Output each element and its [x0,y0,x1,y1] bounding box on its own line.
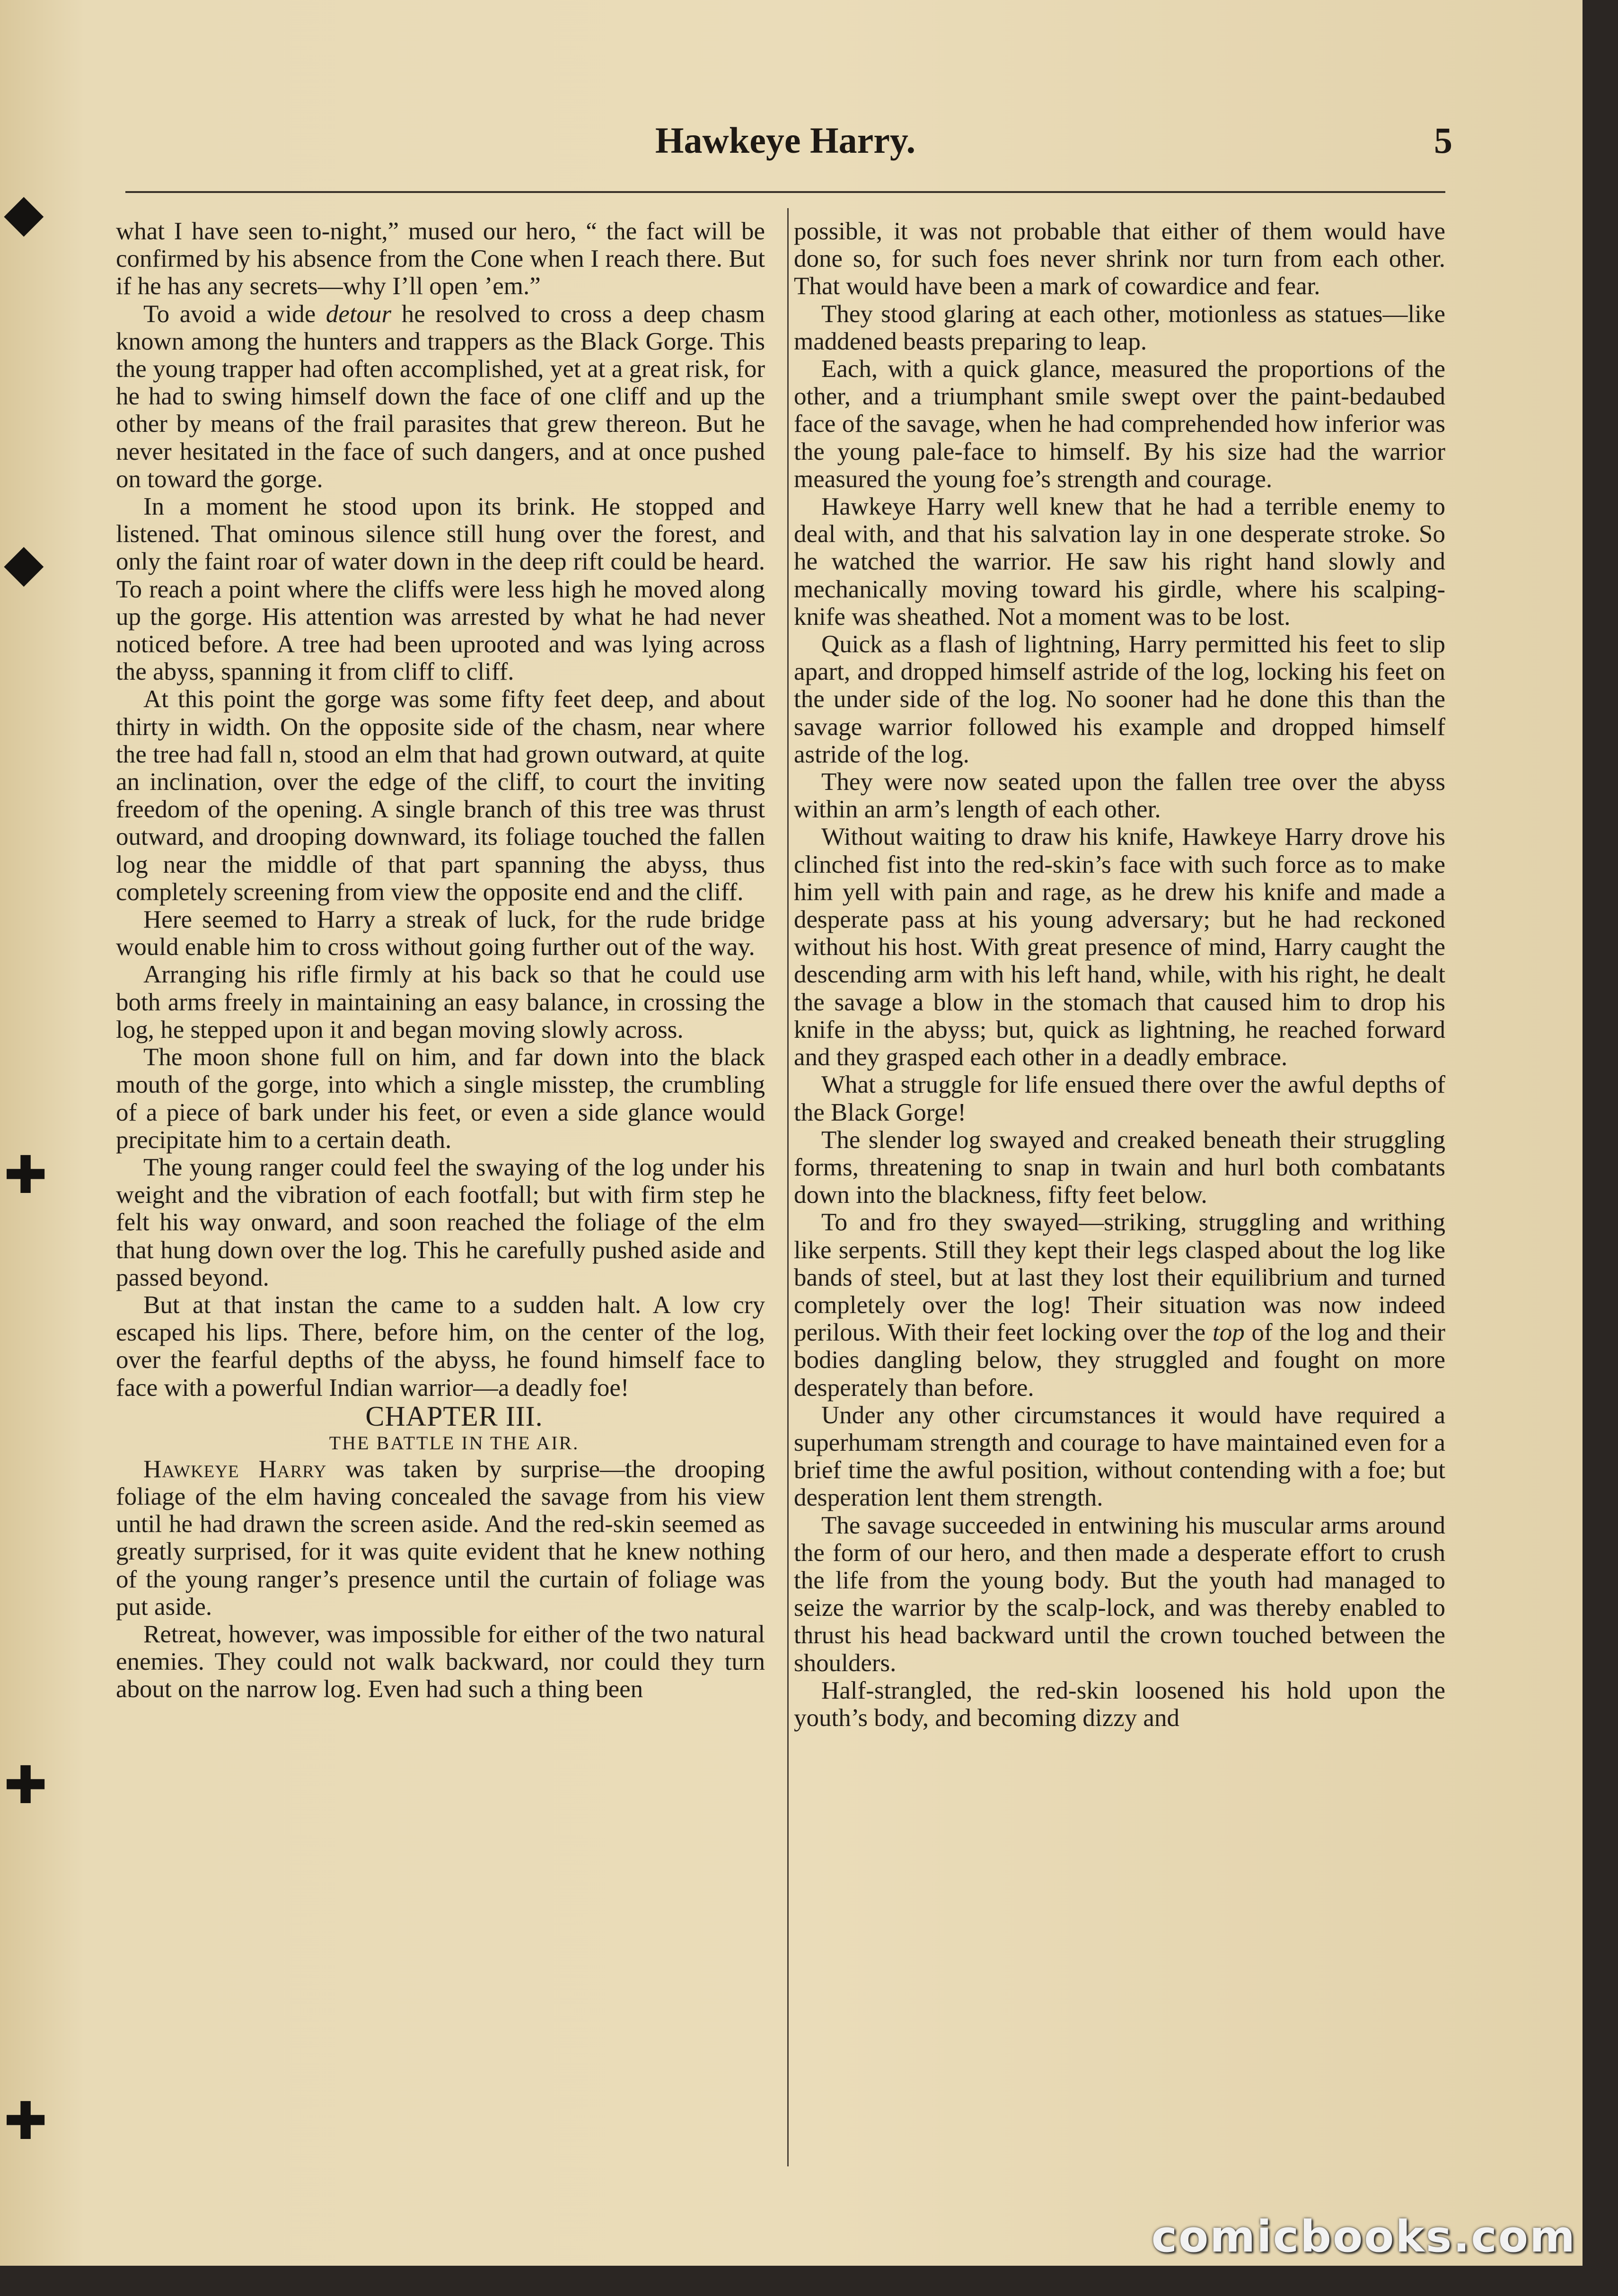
paragraph: possible, it was not probable that either of them would have done so, for such foes never shrink nor turn from each other. That would have been a mark of cowardice and fear. [794,218,1445,300]
watermark: comicbooks.com [1151,2211,1576,2262]
running-title: Hawkeye Harry. [655,120,916,161]
binding-hole-mark: ◆ [4,534,44,592]
chapter-title: CHAPTER III. [365,1400,543,1432]
paragraph: Each, with a quick glance, measured the proportions of the other, and a triumphant smile swept over the paint-bedaubed face of the savage, when he had comprehended how inferior was the young pale-face to himself. By his size had the warrior measured the young foe’s strength and courage. [794,355,1445,493]
paragraph: The moon shone full on him, and far down into the black mouth of the gorge, into which a single misstep, the crumbling of a piece of bark under his feet, or even a side glance would precipitate him to a certain death. [116,1043,765,1154]
paragraph: Hawkeye Harry well knew that he had a terrible enemy to deal with, and that his salvation lay in one desperate stroke. So he watched the warrior. He saw his right hand slowly and mechanically moving toward his girdle, where his scalping-knife was sheathed. Not a moment was to be lost. [794,493,1445,631]
paragraph: To and fro they swayed—striking, struggling and writhing like serpents. Still they kept their legs clasped about the log like bands of steel, but at last they lost their equilibrium and turned completely over the log! Their situation was now indeed perilous. With their feet locking over the top of the log and their bodies dangling below, they struggled and fought on more desperately than before. [794,1209,1445,1402]
paragraph: They were now seated upon the fallen tree over the abyss within an arm’s length of each other. [794,768,1445,824]
right-column [794,218,1445,1732]
paragraph: What a struggle for life ensued there over the awful depths of the Black Gorge! [794,1071,1445,1126]
paragraph: The slender log swayed and creaked beneath their struggling forms, threatening to snap in twain and hurl both combatants down into the blackness, fifty feet below. [794,1126,1445,1209]
page-number: 5 [1434,120,1452,161]
paragraph: At this point the gorge was some fifty feet deep, and about thirty in width. On the opposite side of the chasm, near where the tree had fall n, stood an elm that had grown outward, at quite an inclination, over the edge of the cliff, to court the inviting freedom of the opening. A single branch of this tree was thrust outward, and drooping downward, its foliage touched the fallen log near the middle of that part spanning the abyss, thus completely screening from view the opposite end and the cliff. [116,685,765,906]
paragraph: Without waiting to draw his knife, Hawkeye Harry drove his clinched fist into the red-skin’s face with such force as to make him yell with pain and rage, as he drew his knife and made a desperate pass at his young adversary; but he had reckoned without his host. With great presence of mind, Harry caught the descending arm with his left hand, while, with his right, he dealt the savage a blow in the stomach that caused him to drop his knife in the abyss; but, quick as lightning, he reached forward and they grasped each other in a deadly embrace. [794,823,1445,1071]
binding-hole-mark: ✚ [4,1147,48,1204]
paragraph: In a moment he stood upon its brink. He stopped and listened. That ominous silence still hung over the forest, and only the faint roar of water down in the deep rift could be heard. To reach a point where the cliffs were less high he moved along up the gorge. His attention was arrested by what he had never noticed before. A tree had been uprooted and was lying across the abyss, spanning it from cliff to cliff. [116,493,765,686]
paragraph: Hawkeye Harry was taken by surprise—the drooping foliage of the elm having concealed the savage from his view until he had drawn the screen aside. And the red-skin seemed as greatly surprised, for it was quite evident that he knew nothing of the young ranger’s presence until the curtain of foliage was put aside. [116,1455,765,1621]
paragraph: The savage succeeded in entwining his muscular arms around the form of our hero, and then made a desperate effort to crush the life from the young body. But the youth had managed to seize the warrior by the scalp-lock, and was thereby enabled to thrust his head backward until the crown touched between the shoulders. [794,1511,1445,1677]
chapter-subtitle: THE BATTLE IN THE AIR. [329,1432,580,1454]
paragraph: Retreat, however, was impossible for either of the two natural enemies. They could not walk backward, nor could they turn about on the narrow log. Even had such a thing been [116,1620,765,1703]
paragraph: Quick as a flash of lightning, Harry permitted his feet to slip apart, and dropped himself astride of the log, locking his feet on the under side of the log. No sooner had he done this than the savage warrior followed his example and dropped himself astride of the log. [794,631,1445,768]
paragraph: what I have seen to-night,” mused our hero, “ the fact will be confirmed by his absence from the Cone when I reach there. But if he has any secrets—why I’ll open ’em.” [116,218,765,300]
binding-hole-mark: ✚ [4,1757,48,1814]
paragraph: Half-strangled, the red-skin loosened his hold upon the youth’s body, and becoming dizzy and [794,1676,1445,1732]
paragraph: Here seemed to Harry a streak of luck, for the rude bridge would enable him to cross without going further out of the way. [116,906,765,961]
header-rule [125,191,1445,193]
column-divider [787,208,789,2166]
running-header [123,119,1452,181]
paragraph: Arranging his rifle firmly at his back so that he could use both arms freely in maintaining an easy balance, in crossing the log, he stepped upon it and began moving slowly across. [116,961,765,1043]
paragraph: They stood glaring at each other, motionless as statues—like maddened beasts preparing to leap. [794,300,1445,355]
paragraph: But at that instan the came to a sudden halt. A low cry escaped his lips. There, before him, on the center of the log, over the fearful depths of the abyss, he found himself face to face with a powerful Indian warrior—a deadly foe! [116,1291,765,1402]
paragraph: The young ranger could feel the swaying of the log under his weight and the vibration of each footfall; but with firm step he felt his way onward, and soon reached the foliage of the elm that hung down over the log. This he carefully pushed aside and passed beyond. [116,1153,765,1291]
binding-hole-mark: ✚ [4,2093,48,2150]
binding-hole-mark: ◆ [4,184,44,242]
left-column [116,218,765,1703]
paragraph: Under any other circumstances it would have required a superhumam strength and courage to have maintained even for a brief time the awful position, without contending with a foe; but desperation lent them strength. [794,1401,1445,1512]
paragraph: To avoid a wide detour he resolved to cross a deep chasm known among the hunters and trappers as the Black Gorge. This the young trapper had often accomplished, yet at a great risk, for he had to swing himself down the face of one cliff and up the other by means of the frail parasites that grew thereon. But he never hesitated in the face of such dangers, and at once pushed on toward the gorge. [116,300,765,493]
